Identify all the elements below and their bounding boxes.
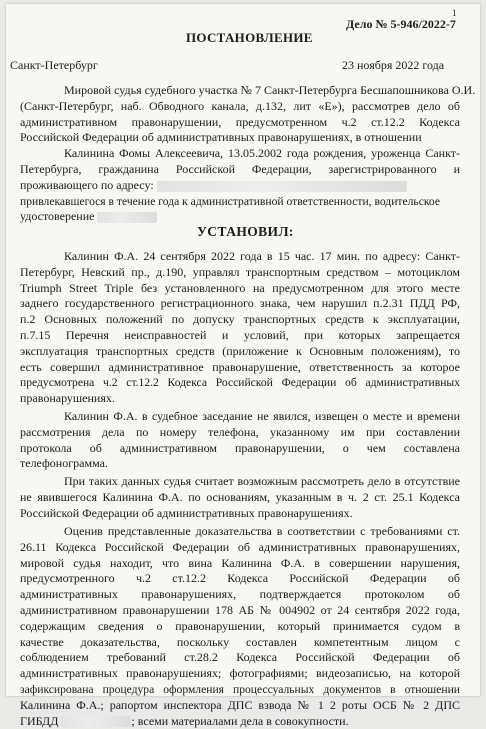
p4-line: предусмотренного ч.2 ст.12.2 Кодекса Российской Федерации об bbox=[20, 571, 460, 586]
document-title: ПОСТАНОВЛЕНИЕ bbox=[186, 30, 313, 45]
paragraph-4 bbox=[20, 524, 460, 729]
gibdd-label: ГИБДД bbox=[20, 713, 59, 728]
p2-line: Калинин Ф.А. в судебное заседание не явился, извещен о месте и времени bbox=[64, 409, 460, 423]
p2-line: протокола об административном правонарушении, о чем составлена bbox=[20, 440, 460, 455]
case-number: Дело № 5-946/2022-7 bbox=[346, 17, 456, 31]
redacted-inspector-name bbox=[61, 716, 131, 727]
p4-line: мировой судья находит, что вина Калинина Ф.А. в совершении нарушения, bbox=[20, 555, 460, 570]
p1-line: п.7.15 Перечня неисправностей и условий, при которых запрещается bbox=[20, 327, 460, 342]
p4-line: административных правонарушениях; фотографиями; видеозаписью, на которой bbox=[20, 666, 460, 681]
p1-line: эксплуатация транспортных средств (приложение к Основным положениям), то bbox=[20, 343, 460, 358]
p1-line: п.2 Основных положений по допуску транспортных средств к эксплуатации, bbox=[20, 312, 460, 327]
p1-line: заднего государственного регистрационного знака, чем нарушил п.2.31 ПДД РФ, bbox=[20, 296, 460, 311]
p4-line: зафиксирована процедура оформления процессуальных документов в отношении bbox=[20, 682, 460, 696]
intro-line: Мировой судья судебного участка № 7 Санкт-Петербурга Бесшапошникова О.И. bbox=[64, 83, 476, 97]
p1-line: Петербург, Невский пр., д.190, управлял транспортным средством – мотоциклом bbox=[20, 264, 460, 279]
p4-line: содержащим сведения о правонарушении, который принимается судом в bbox=[20, 618, 460, 633]
page-number: 1 bbox=[452, 8, 457, 18]
closing-text: ; всеми материалами дела в совокупности. bbox=[131, 713, 349, 728]
intro-line-license bbox=[20, 209, 460, 225]
p4-line: 26.11 Кодекса Российской Федерации об административных правонарушениях, bbox=[20, 539, 460, 554]
p1-line: правонарушениях. bbox=[20, 391, 115, 406]
p4-line: административном правонарушении 178 АБ № 004902 от 24 сентября 2022 года, bbox=[20, 602, 460, 617]
address-label: проживающего по адресу: bbox=[20, 177, 154, 192]
license-label: удостоверение bbox=[20, 209, 95, 224]
p2-line: рассмотрения дела по номеру телефона, указанному им при составлении bbox=[20, 424, 460, 439]
p4-line-last bbox=[20, 714, 460, 729]
p2-line: телефонограмма. bbox=[20, 456, 108, 471]
intro-line: административном правонарушении, предусмотренном ч.2 ст.12.2 Кодекса bbox=[20, 114, 460, 129]
intro-line: Российской Федерации об административных правонарушениях, в отношении bbox=[20, 130, 422, 145]
paragraph-1 bbox=[20, 249, 460, 407]
intro-line-address bbox=[20, 178, 460, 194]
intro-paragraph bbox=[20, 83, 476, 225]
intro-line: Калинина Фомы Алексеевича, 13.05.2002 года рождения, уроженца Санкт- bbox=[64, 146, 460, 161]
paragraph-3 bbox=[20, 474, 460, 521]
p4-line: качестве доказательства, поскольку составлен компетентным лицом с bbox=[20, 634, 460, 649]
intro-line: (Санкт-Петербург, наб. Обводного канала, д.132, лит «Е»), рассмотрев дело об bbox=[20, 98, 460, 113]
p4-line: административных правонарушениях, подтверждается протоколом об bbox=[20, 587, 460, 602]
p4-line: Калинина Ф.А.; рапортом инспектора ДПС взвода № 1 2 роты ОСБ № 2 ДПС bbox=[20, 697, 460, 712]
section-heading: УСТАНОВИЛ: bbox=[197, 224, 294, 239]
p1-line: есть совершил административное правонарушение, ответственность за которое bbox=[20, 359, 460, 374]
p4-line: Оценив представленные доказательства в соответствии с требованиями ст. bbox=[64, 524, 460, 538]
p3-line: не явившегося Калинина Ф.А. по основаниям, указанным в ч. 2 ст. 25.1 Кодекса bbox=[20, 489, 460, 504]
city: Санкт-Петербург bbox=[10, 58, 98, 72]
document-date: 23 ноября 2022 года bbox=[342, 58, 445, 72]
redacted-address bbox=[157, 181, 407, 192]
intro-line: Петербурга, гражданина Российской Федерации, зарегистрированного и bbox=[20, 161, 460, 176]
p3-line: При таких данных судья считает возможным рассмотреть дело в отсутствие bbox=[64, 474, 460, 488]
p1-line: Triumph Street Triple без установленного на предусмотренном для этого месте bbox=[20, 280, 460, 295]
redacted-license bbox=[97, 212, 157, 223]
document-page bbox=[6, 4, 480, 728]
p3-line: Российской Федерации об административных правонарушениях. bbox=[20, 505, 353, 520]
p1-line: предусмотрена ч.2 ст.12.2 Кодекса Российской Федерации об административных bbox=[20, 376, 460, 390]
intro-line: привлекавшегося в течение года к административной ответственности, водительское bbox=[20, 194, 440, 208]
paragraph-2 bbox=[20, 409, 460, 472]
p1-line: Калинин Ф.А. 24 сентября 2022 года в 15 час. 17 мин. по адресу: Санкт- bbox=[64, 249, 460, 263]
p4-line: соблюдением требований ст.28.2 Кодекса Российской Федерации об bbox=[20, 650, 460, 665]
